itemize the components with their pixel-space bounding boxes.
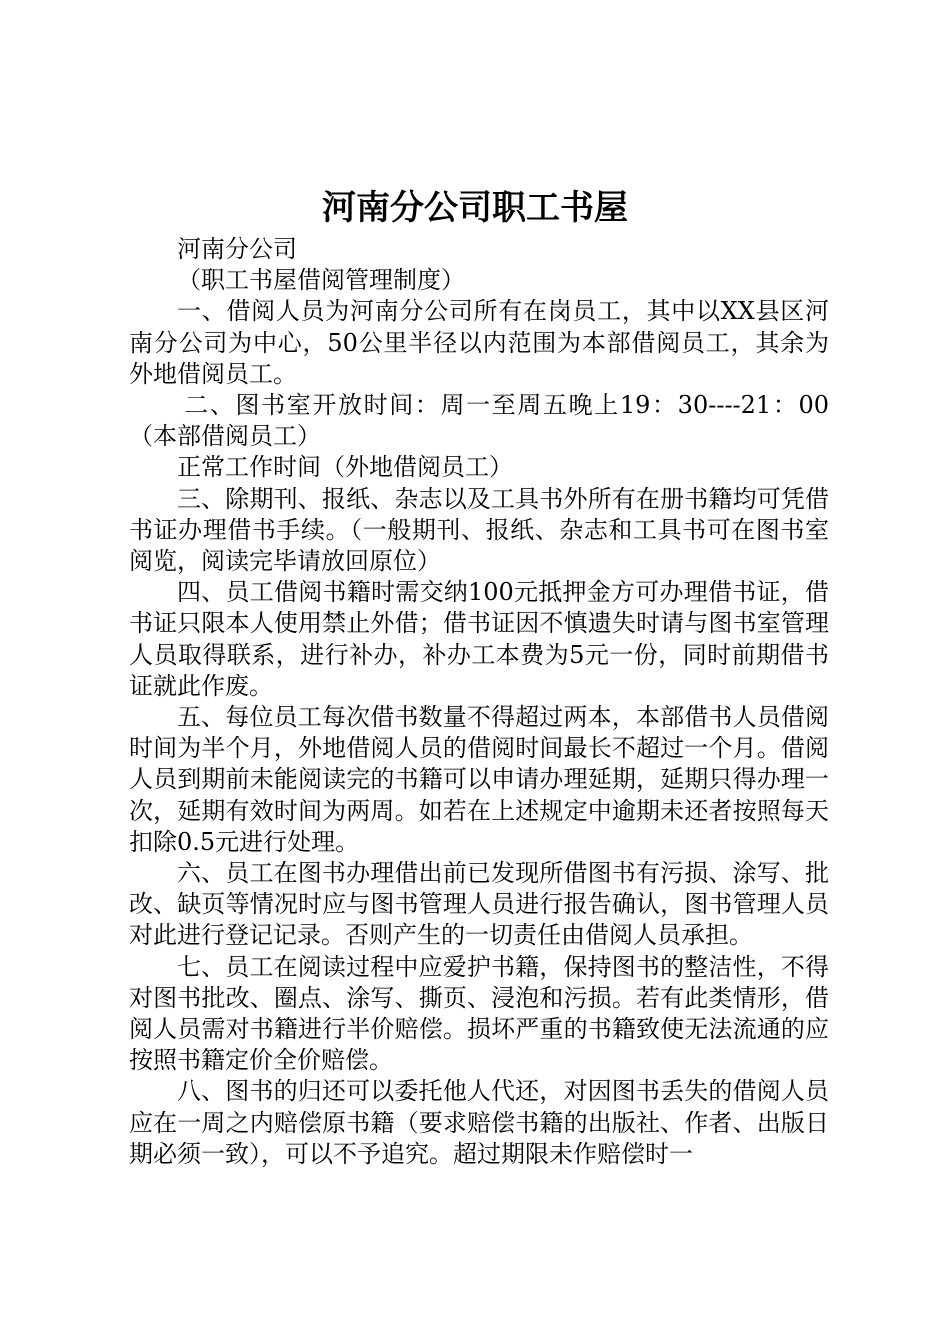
- subtitle-line: （职工书屋借阅管理制度）: [177, 266, 465, 295]
- clause-8: 八、图书的归还可以委托他人代还，对因图书丢失的借阅人员应在一周之内赔偿原书籍（要求赔偿书籍的出版社、作者、出版日期必须一致），可以不予追究。超过期限未作赔偿时一: [129, 1077, 829, 1168]
- clause-2-note: 正常工作时间（外地借阅员工）: [177, 453, 513, 482]
- company-name-line: 河南分公司: [177, 235, 297, 263]
- clause-5: 五、每位员工每次借书数量不得超过两本，本部借书人员借阅时间为半个月，外地借阅人员的借阅时间最长不超过一个月。借阅人员到期前未能阅读完的书籍可以申请办理延期，延期只得办理一次，延期有效时间为两周。如若在上述规定中逾期未还者按照每天扣除0.5元进行处理。: [129, 703, 829, 856]
- document-title: 河南分公司职工书屋: [322, 188, 628, 228]
- clause-2: 二、图书室开放时间：周一至周五晚上19：30----21：00（本部借阅员工）: [129, 391, 829, 451]
- clause-6: 六、员工在图书办理借出前已发现所借图书有污损、涂写、批改、缺页等情况时应与图书管理人员进行报告确认，图书管理人员对此进行登记记录。否则产生的一切责任由借阅人员承担。: [129, 859, 829, 950]
- clause-4: 四、员工借阅书籍时需交纳100元抵押金方可办理借书证，借书证只限本人使用禁止外借；借书证因不慎遗失时请与图书室管理人员取得联系，进行补办，补办工本费为5元一份，同时前期借书证就此作废。: [129, 578, 829, 700]
- clause-3: 三、除期刊、报纸、杂志以及工具书外所有在册书籍均可凭借书证办理借书手续。（一般期刊、报纸、杂志和工具书可在图书室阅览，阅读完毕请放回原位）: [129, 484, 829, 576]
- clause-1: 一、借阅人员为河南分公司所有在岗员工，其中以XX县区河南分公司为中心，50公里半径以内范围为本部借阅员工，其余为外地借阅员工。: [129, 297, 829, 388]
- clause-7: 七、员工在阅读过程中应爱护书籍，保持图书的整洁性，不得对图书批改、圈点、涂写、撕页、浸泡和污损。若有此类情形，借阅人员需对书籍进行半价赔偿。损坏严重的书籍致使无法流通的应按照书籍定价全价赔偿。: [129, 952, 829, 1075]
- document-body: [129, 234, 829, 1170]
